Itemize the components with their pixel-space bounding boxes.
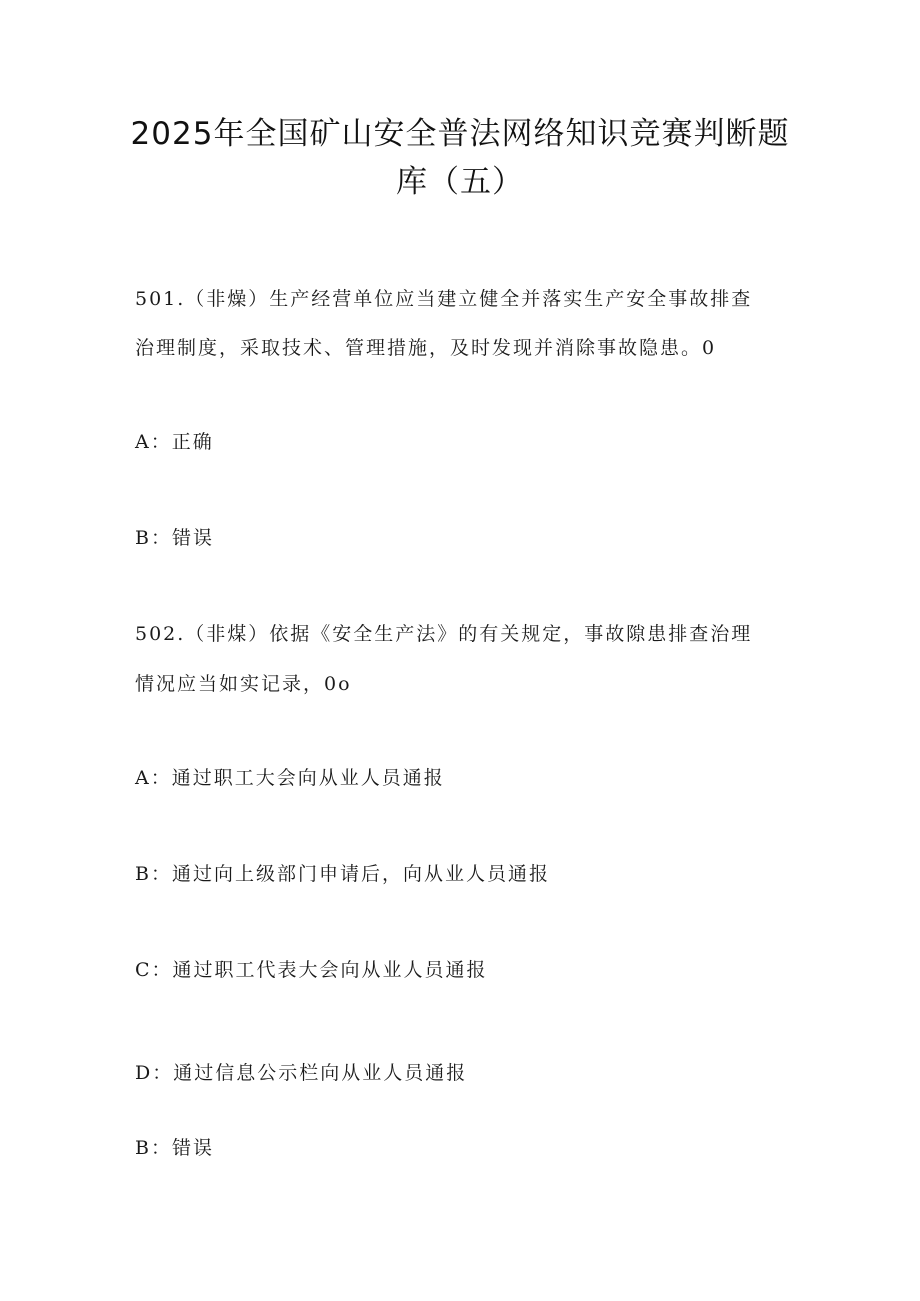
question-502-text-line-2: 情况应当如实记录，0o xyxy=(135,673,352,695)
document-title-line-2: 库（五） xyxy=(396,164,524,200)
document-title-line-1: 2025年全国矿山安全普法网络知识竞赛判断题 xyxy=(130,116,790,152)
question-502-option-c: C：通过职工代表大会向从业人员通报 xyxy=(135,959,488,981)
question-501-text-line-2: 治理制度，采取技术、管理措施，及时发现并消除事故隐患。0 xyxy=(135,337,717,359)
question-502-option-d: D：通过信息公示栏向从业人员通报 xyxy=(135,1062,468,1084)
question-502-option-a: A：通过职工大会向从业人员通报 xyxy=(135,767,445,789)
question-502-text-line-1: 502.（非煤）依据《安全生产法》的有关规定，事故隙患排查治理 xyxy=(135,623,753,645)
question-501-option-b: B：错误 xyxy=(135,527,214,549)
question-501-option-a: A：正确 xyxy=(135,431,214,453)
question-502-option-b: B：通过向上级部门申请后，向从业人员通报 xyxy=(135,863,550,885)
question-501-text-line-1: 501.（非燥）生产经营单位应当建立健全并落实生产安全事故排查 xyxy=(135,288,753,310)
question-502-answer: B：错误 xyxy=(135,1137,214,1159)
